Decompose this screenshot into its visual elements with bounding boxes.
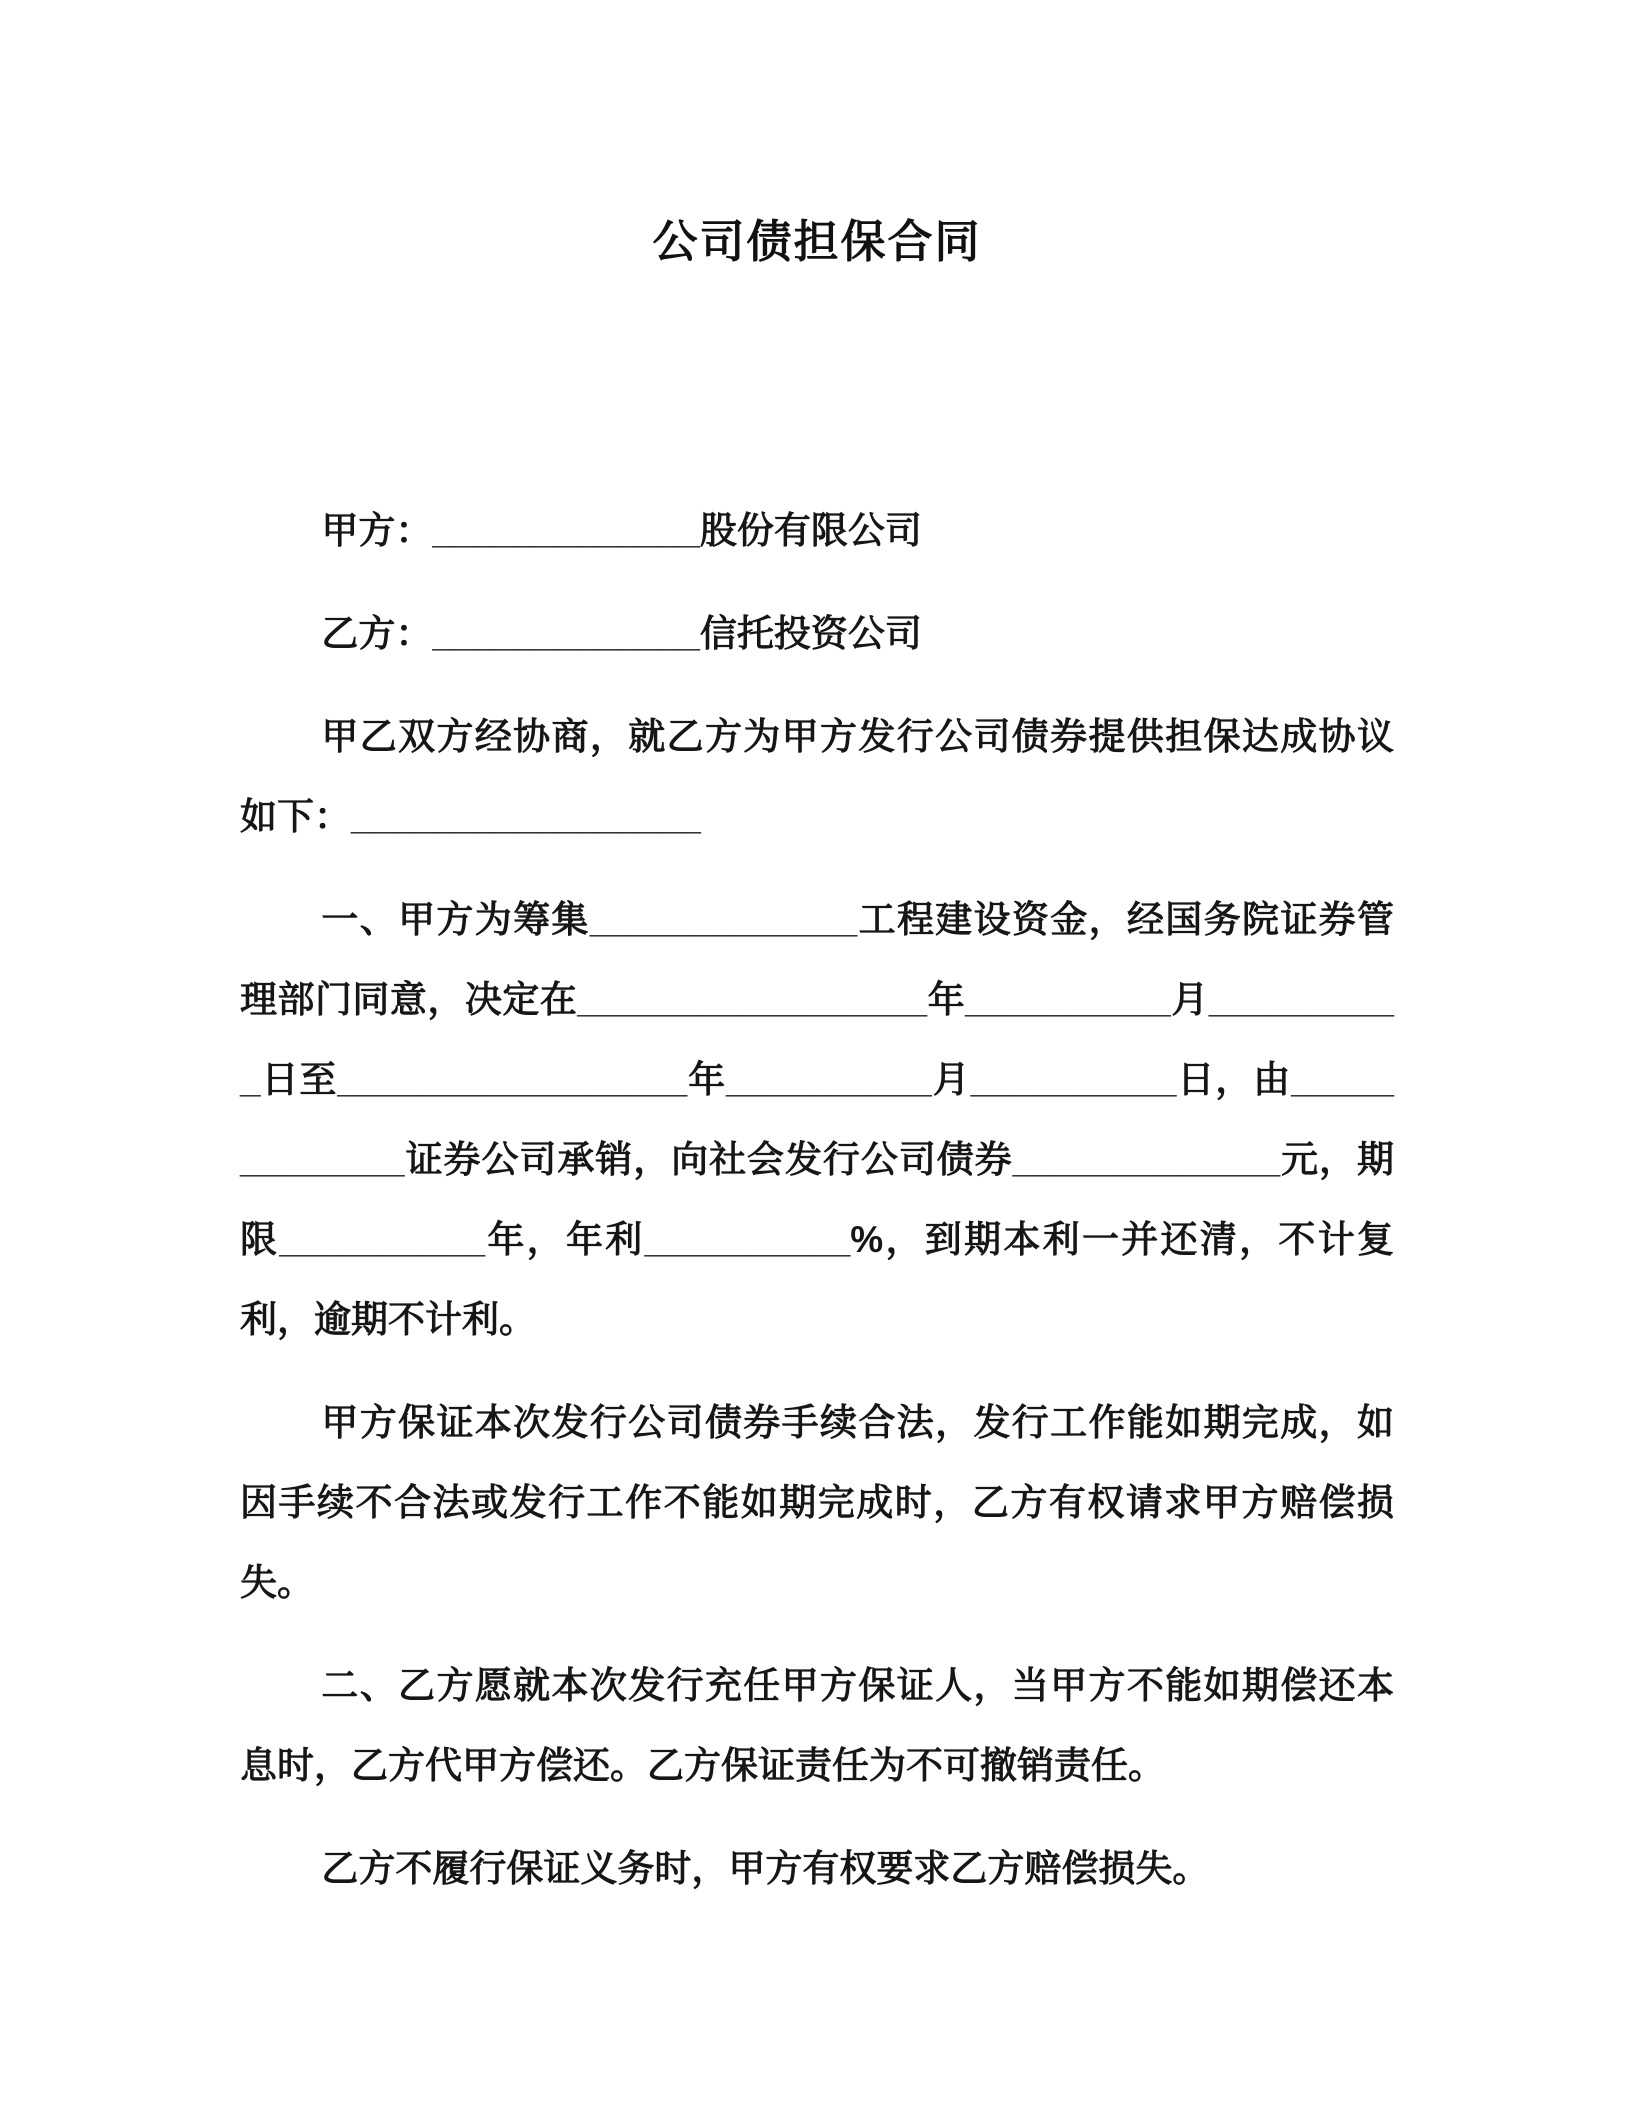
paragraph-party-a: 甲方：_____________股份有限公司 — [321, 510, 922, 551]
document-body — [240, 491, 1394, 1909]
paragraph-preamble: 甲乙双方经协商，就乙方为甲方发行公司债券提供担保达成协议如下：_________________ — [240, 716, 1394, 837]
document-title: 公司债担保合同 — [652, 216, 982, 267]
paragraph-clause-2: 二、乙方愿就本次发行充任甲方保证人，当甲方不能如期偿还本息时，乙方代甲方偿还。乙方保证责任为不可撤销责任。 — [240, 1665, 1394, 1786]
paragraph-clause-2-liability: 乙方不履行保证义务时，甲方有权要求乙方赔偿损失。 — [321, 1848, 1210, 1889]
paragraph-clause-1-guarantee: 甲方保证本次发行公司债券手续合法，发行工作能如期完成，如因手续不合法或发行工作不能如期完成时，乙方有权请求甲方赔偿损失。 — [240, 1402, 1394, 1603]
paragraph-clause-1: 一、甲方为筹集_____________工程建设资金，经国务院证券管理部门同意，决定在_________________年__________月__________日至_________________年__________月__________日，由_____________证券公司承销，向社会发行公司债券_____________元，期限__________年，年利__________%，到期本利一并还清，不计复利，逾期不计利。 — [240, 899, 1394, 1340]
paragraph-party-b: 乙方：_____________信托投资公司 — [321, 613, 922, 654]
